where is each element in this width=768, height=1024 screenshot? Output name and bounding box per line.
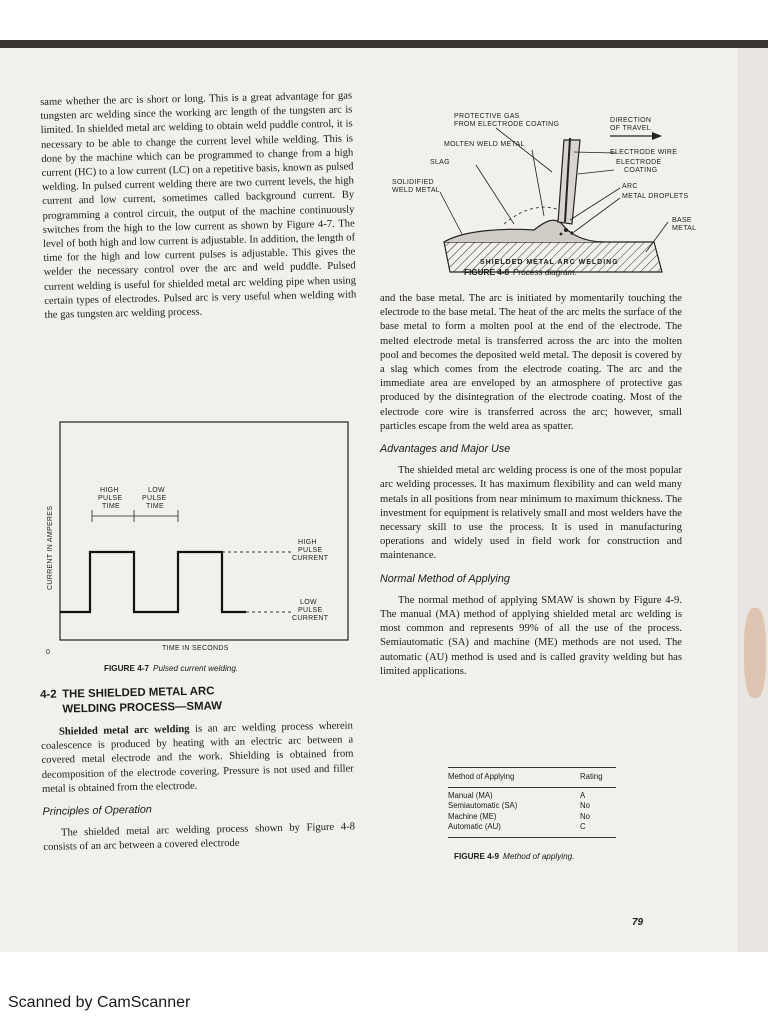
label-electrode-coating-2: COATING	[624, 167, 658, 174]
table-cell-rating: No	[580, 811, 590, 821]
metal-droplet	[564, 228, 568, 232]
table-cell-method: Machine (ME)	[448, 811, 497, 821]
label-solidified-2: WELD METAL	[392, 187, 440, 194]
figure-4-7	[30, 420, 360, 680]
figure-4-7-caption-label: FIGURE 4-7	[104, 664, 150, 673]
process-diagram-svg	[384, 112, 714, 282]
weld-bead	[444, 220, 604, 242]
page-number: 79	[632, 917, 644, 928]
figure-4-8-caption-text: Process diagram.	[513, 268, 577, 277]
page-curl-shade	[738, 48, 768, 952]
book-page	[0, 48, 768, 952]
figure-4-7-caption-text: Pulsed current welding.	[153, 664, 239, 673]
paragraph-smaw-intro	[41, 719, 354, 797]
heading-principles: Principles of Operation	[42, 803, 152, 818]
origin-label: 0	[46, 649, 51, 656]
label-high-pulse-time-1: HIGH	[100, 487, 119, 494]
smaw-term: Shielded metal arc welding	[58, 723, 190, 738]
paragraph-advantages: The shielded metal arc welding process is one of the most popular arc welding processes. It has maximum flexibility and can weld many metals in all positions from near minimum to maximum thickness. The investment for equipment is relatively small and most welders have the necessary skill to use the process. It is used in manufacturing operations and widely used in field work for construction and maintenance.	[380, 465, 682, 562]
paragraph-pulsed-welding: same whether the arc is short or long. This is a great advantage for gas tungsten arc welding since the working arc length of the tungsten arc is limited. In shielded metal arc welding to obtain weld puddle control, it is necessary to be able to change the current level while welding. This is done by the machine which can be programmed to change from a high current (HC) to a low current (LC) on a repetitive basis, known as pulsed welding. In pulsed current welding there are two current levels, the high current and low current, sometimes called background current. By programming a control circuit, the output of the machine continuously switches from the high to the low current as shown by Figure 4-7. The level of both high and low current is adjustable. In addition, the length of time for the high and low current pulses is adjustable. This gives the welder the necessary control over the arc and weld puddle. Pulsed current welding is useful for shielded metal arc welding pipe when using certain types of electrodes. Pulsed arc is very useful when welding with the gas tungsten arc welding process.	[40, 90, 357, 321]
label-electrode-coating-1: ELECTRODE	[616, 159, 662, 166]
label-slag: SLAG	[430, 159, 450, 166]
label-metal-droplets: METAL DROPLETS	[622, 193, 689, 200]
x-axis-label: TIME IN SECONDS	[162, 645, 229, 652]
label-low-pulse-current-3: CURRENT	[292, 615, 329, 622]
label-electrode-wire: ELECTRODE WIRE	[610, 149, 678, 156]
table-header-row	[448, 768, 616, 787]
table-header-method: Method of Applying	[448, 772, 515, 781]
paragraph-normal-method: The normal method of applying SMAW is shown by Figure 4-9. The manual (MA) method of applying shielded metal arc welding is most common and represents 99% of all the use of the process. Semiautomatic (SA) and machine (ME) methods are not used. The automatic (AU) method is used and is called gravity welding but has limited applications.	[380, 594, 682, 677]
figure-4-9-table	[448, 767, 616, 861]
table-cell-method: Manual (MA)	[448, 790, 493, 800]
figure-4-8	[384, 112, 714, 282]
label-protective-gas-1: PROTECTIVE GAS	[454, 113, 520, 120]
label-direction-2: OF TRAVEL	[610, 125, 651, 132]
right-column-text	[380, 292, 682, 679]
pulsed-current-svg	[30, 420, 360, 680]
section-title-line2: WELDING PROCESS—SMAW	[62, 700, 223, 716]
paragraph-arc-operation: and the base metal. The arc is initiated by momentarily touching the electrode to the base metal. The heat of the arc melts the surface of the base metal to form a molten pool at the end of the electrode. The melted electrode metal is transferred across the arc into the molten pool and becomes the deposited weld metal. The deposit is covered by a slag which comes from the electrode coating. The arc and the immediate area are enveloped by an atmosphere of protective gas produced by the disintegration of the electrode coating. Most of the electrode core wire is transferred across the arc; however, small particles escape from the weld area as spatter.	[380, 293, 682, 432]
label-protective-gas-2: FROM ELECTRODE COATING	[454, 121, 560, 128]
table-cell-rating: C	[580, 822, 586, 831]
section-heading-4-2	[40, 681, 353, 718]
label-base-metal-2: METAL	[672, 225, 697, 232]
label-molten-weld: MOLTEN WELD METAL	[444, 141, 525, 148]
table-cell-rating: No	[580, 801, 590, 810]
label-low-pulse-current-1: LOW	[300, 599, 317, 606]
left-column-top-text	[40, 89, 357, 323]
figure-4-8-caption-label: FIGURE 4-8	[464, 268, 510, 277]
y-axis-label: CURRENT IN AMPERES	[47, 505, 54, 590]
label-high-pulse-current-2: PULSE	[298, 547, 323, 554]
table-cell-method: Semiautomatic (SA)	[448, 801, 518, 810]
table-row	[448, 791, 616, 802]
figure-4-9-caption-text: Method of applying.	[503, 851, 575, 861]
heading-normal-method: Normal Method of Applying	[380, 572, 510, 585]
diagram-title: SHIELDED METAL ARC WELDING	[480, 259, 619, 266]
label-high-pulse-time-3: TIME	[102, 503, 120, 510]
figure-4-9-caption-label: FIGURE 4-9	[454, 851, 500, 861]
table-cell-method: Automatic (AU)	[448, 822, 501, 831]
label-base-metal-1: BASE	[672, 217, 692, 224]
label-high-pulse-current-3: CURRENT	[292, 555, 329, 562]
page-stain	[744, 608, 766, 698]
label-low-pulse-current-2: PULSE	[298, 607, 323, 614]
smaw-definition: is an arc welding process wherein coalescence is produced by heating with an electric arc between a covered metal electrode and the work. Shielding is obtained from decomposition of the electrode covering. Pressure is not used and filler metal is obtained from the electrode.	[41, 720, 354, 795]
label-high-pulse-time-2: PULSE	[98, 495, 123, 502]
label-low-pulse-time-1: LOW	[148, 487, 165, 494]
label-low-pulse-time-3: TIME	[146, 503, 164, 510]
label-low-pulse-time-2: PULSE	[142, 495, 167, 502]
paragraph-principles: The shielded metal arc welding process shown by Figure 4-8 consists of an arc between a covered electrode	[43, 821, 356, 854]
table-row	[448, 822, 616, 833]
table-header-rating: Rating	[580, 772, 603, 781]
section-number: 4-2	[40, 688, 57, 701]
figure-4-7-caption	[104, 664, 238, 673]
pulse-waveform	[60, 552, 246, 612]
figure-4-9-caption	[448, 852, 616, 861]
scanner-watermark: Scanned by CamScanner	[8, 994, 191, 1011]
section-title-line1: THE SHIELDED METAL ARC	[62, 685, 215, 701]
figure-4-8-caption	[464, 268, 577, 277]
heading-advantages: Advantages and Major Use	[380, 443, 511, 456]
label-direction-1: DIRECTION	[610, 117, 652, 124]
scan-top-margin	[0, 0, 768, 48]
left-column-bottom-text	[40, 681, 355, 855]
label-solidified-1: SOLIDIFIED	[392, 179, 434, 186]
metal-droplet	[570, 231, 573, 234]
table-row	[448, 812, 616, 823]
metal-droplet	[560, 233, 563, 236]
table-cell-rating: A	[580, 790, 586, 800]
label-arc: ARC	[622, 183, 638, 190]
table-row	[448, 801, 616, 812]
label-high-pulse-current-1: HIGH	[298, 539, 317, 546]
scan-bottom-margin	[0, 952, 768, 1024]
